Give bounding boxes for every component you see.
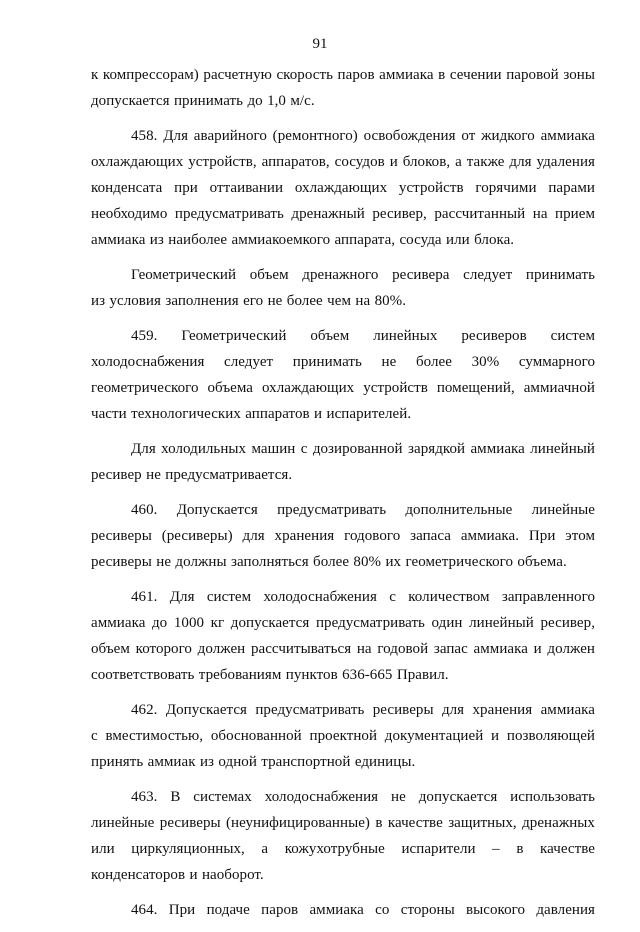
text-line: Для холодильных машин с дозированной зарядкой аммиака линейный xyxy=(131,441,595,457)
text-line: геометрического объема охлаждающих устройств помещений, аммиачной xyxy=(91,380,595,396)
text-line: охлаждающих устройств, аппаратов, сосудов и блоков, а также для удаления xyxy=(91,154,595,170)
text-line: 460. Допускается предусматривать дополнительные линейные xyxy=(131,502,595,518)
paragraph xyxy=(91,897,595,923)
text-line: конденсаторов и наоборот. xyxy=(91,867,264,883)
text-line: 463. В системах холодоснабжения не допускается использовать xyxy=(131,789,595,805)
paragraph xyxy=(91,697,595,775)
text-line: холодоснабжения следует принимать не более 30% суммарного xyxy=(91,354,595,370)
text-line: Геометрический объем дренажного ресивера следует принимать xyxy=(131,267,595,283)
paragraph xyxy=(91,323,595,427)
text-line: 458. Для аварийного (ремонтного) освобождения от жидкого аммиака xyxy=(131,128,595,144)
text-line: с вместимостью, обоснованной проектной документацией и позволяющей xyxy=(91,728,595,744)
paragraph xyxy=(91,62,595,114)
text-line: ресиверы (ресиверы) для хранения годового запаса аммиака. При этом xyxy=(91,528,595,544)
text-line: необходимо предусматривать дренажный ресивер, рассчитанный на прием xyxy=(91,206,595,222)
paragraph xyxy=(91,262,595,314)
text-line: аммиака из наиболее аммиакоемкого аппарата, сосуда или блока. xyxy=(91,232,515,248)
text-line: из условия заполнения его не более чем на 80%. xyxy=(91,293,407,309)
document-body xyxy=(91,62,595,932)
text-line: 461. Для систем холодоснабжения с количеством заправленного xyxy=(131,589,595,605)
paragraph xyxy=(91,497,595,575)
text-line: соответствовать требованиям пунктов 636-665 Правил. xyxy=(91,667,449,683)
text-line: 462. Допускается предусматривать ресиверы для хранения аммиака xyxy=(131,702,595,718)
paragraph xyxy=(91,436,595,488)
page-number: 91 xyxy=(312,36,328,52)
text-line: ресиверы не должны заполняться более 80% их геометрического объема. xyxy=(91,554,567,570)
paragraph xyxy=(91,584,595,688)
text-line: аммиака до 1000 кг допускается предусматривать один линейный ресивер, xyxy=(91,615,595,631)
text-line: 464. При подаче паров аммиака со стороны высокого давления xyxy=(131,902,595,918)
text-line: допускается принимать до 1,0 м/с. xyxy=(91,93,315,109)
paragraph xyxy=(91,123,595,253)
text-line: принять аммиак из одной транспортной единицы. xyxy=(91,754,416,770)
text-line: к компрессорам) расчетную скорость паров аммиака в сечении паровой зоны xyxy=(91,67,595,83)
text-line: конденсата при оттаивании охлаждающих устройств горячими парами xyxy=(91,180,595,196)
paragraph xyxy=(91,784,595,888)
text-line: 459. Геометрический объем линейных ресиверов систем xyxy=(131,328,595,344)
text-line: части технологических аппаратов и испарителей. xyxy=(91,406,412,422)
text-line: ресивер не предусматривается. xyxy=(91,467,293,483)
text-line: линейные ресиверы (неунифицированные) в качестве защитных, дренажных xyxy=(91,815,595,831)
text-line: или циркуляционных, а кожухотрубные испарители – в качестве xyxy=(91,841,595,857)
text-line: объем которого должен рассчитываться на годовой запас аммиака и должен xyxy=(91,641,595,657)
